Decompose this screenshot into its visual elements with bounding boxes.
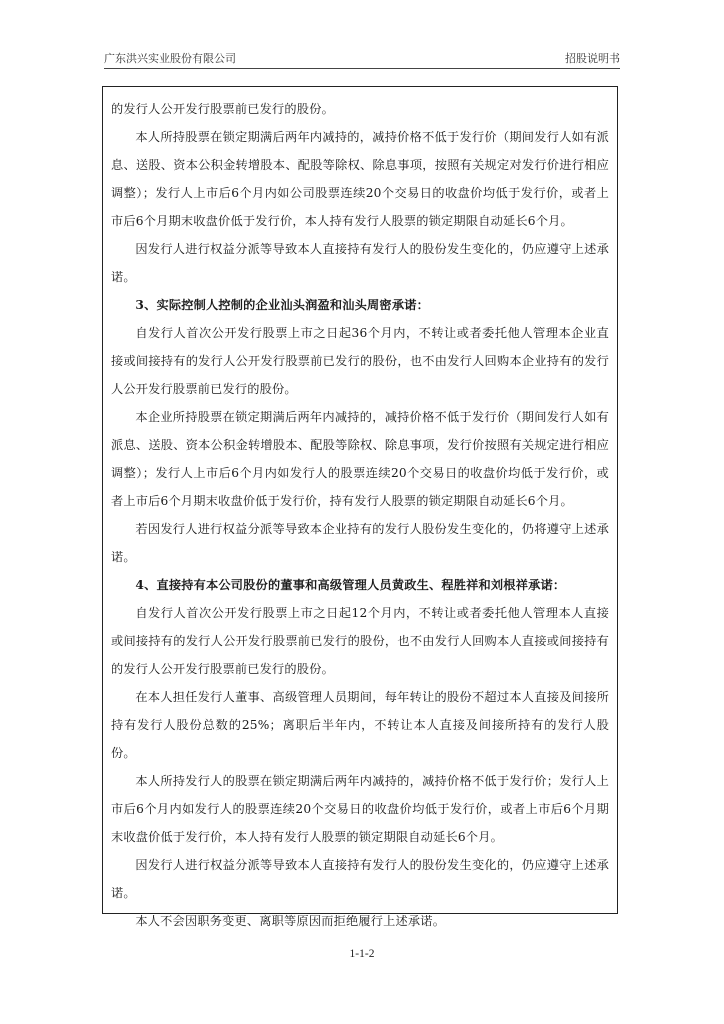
paragraph-director-reduction: 本人所持发行人的股票在锁定期满后两年内减持的，减持价格不低于发行价；发行人上市后6个月内如发行人的股票连续20个交易日的收盘价均低于发行价，或者上市后6个月期末收盘价低于发行价，本人持有发行人股票的锁定期限自动延长6个月。 bbox=[111, 774, 609, 844]
paragraph-director-equity-distribution: 因发行人进行权益分派等导致本人直接持有发行人的股份发生变化的，仍应遵守上述承诺。 bbox=[111, 858, 609, 900]
paragraph-12-month-lockup: 自发行人首次公开发行股票上市之日起12个月内，不转让或者委托他人管理本人直接或间接持有的发行人公开发行股票前已发行的股份，也不由发行人回购本人直接或间接持有的发行人公开发行股票前已发行的股份。 bbox=[111, 606, 609, 676]
section-heading-controlled-entities: 3、实际控制人控制的企业汕头润盈和汕头周密承诺： bbox=[135, 298, 429, 312]
company-name: 广东洪兴实业股份有限公司 bbox=[104, 52, 236, 65]
header-divider bbox=[104, 68, 620, 69]
paragraph-equity-distribution: 因发行人进行权益分派等导致本人直接持有发行人的股份发生变化的，仍应遵守上述承诺。 bbox=[111, 242, 609, 284]
paragraph-enterprise-reduction: 本企业所持股票在锁定期满后两年内减持的，减持价格不低于发行价（期间发行人如有派息、送股、资本公积金转增股本、配股等除权、除息事项，发行价按照有关规定进行相应调整）；发行人上市后6个月内如发行人的股票连续20个交易日的收盘价均低于发行价，或者上市后6个月期末收盘价低于发行价，持有发行人股票的锁定期限自动延长6个月。 bbox=[111, 410, 609, 508]
commitment-text-box bbox=[102, 86, 618, 928]
paragraph-lockup-reduction: 本人所持股票在锁定期满后两年内减持的，减持价格不低于发行价（期间发行人如有派息、送股、资本公积金转增股本、配股等除权、除息事项，按照有关规定对发行价进行相应调整）；发行人上市后6个月内如公司股票连续20个交易日的收盘价均低于发行价，或者上市后6个月期末收盘价低于发行价，本人持有发行人股票的锁定期限自动延长6个月。 bbox=[111, 130, 609, 228]
document-type: 招股说明书 bbox=[565, 52, 620, 65]
page-header bbox=[104, 50, 620, 68]
section-heading-directors: 4、直接持有本公司股份的董事和高级管理人员黄政生、程胜祥和刘根祥承诺： bbox=[135, 578, 566, 592]
paragraph-enterprise-equity-distribution: 若因发行人进行权益分派等导致本企业持有的发行人股份发生变化的，仍将遵守上述承诺。 bbox=[111, 522, 609, 564]
paragraph-annual-transfer-limit: 在本人担任发行人董事、高级管理人员期间，每年转让的股份不超过本人直接及间接所持有发行人股份总数的25%；离职后半年内，不转让本人直接及间接所持有的发行人股份。 bbox=[111, 690, 609, 760]
paragraph-continuation: 的发行人公开发行股票前已发行的股份。 bbox=[111, 102, 334, 116]
paragraph-36-month-lockup: 自发行人首次公开发行股票上市之日起36个月内，不转让或者委托他人管理本企业直接或间接持有的发行人公开发行股票前已发行的股份，也不由发行人回购本企业持有的发行人公开发行股票前已发行的股份。 bbox=[111, 326, 609, 396]
page-number: 1-1-2 bbox=[349, 948, 375, 960]
paragraph-no-refusal: 本人不会因职务变更、离职等原因而拒绝履行上述承诺。 bbox=[135, 914, 446, 928]
